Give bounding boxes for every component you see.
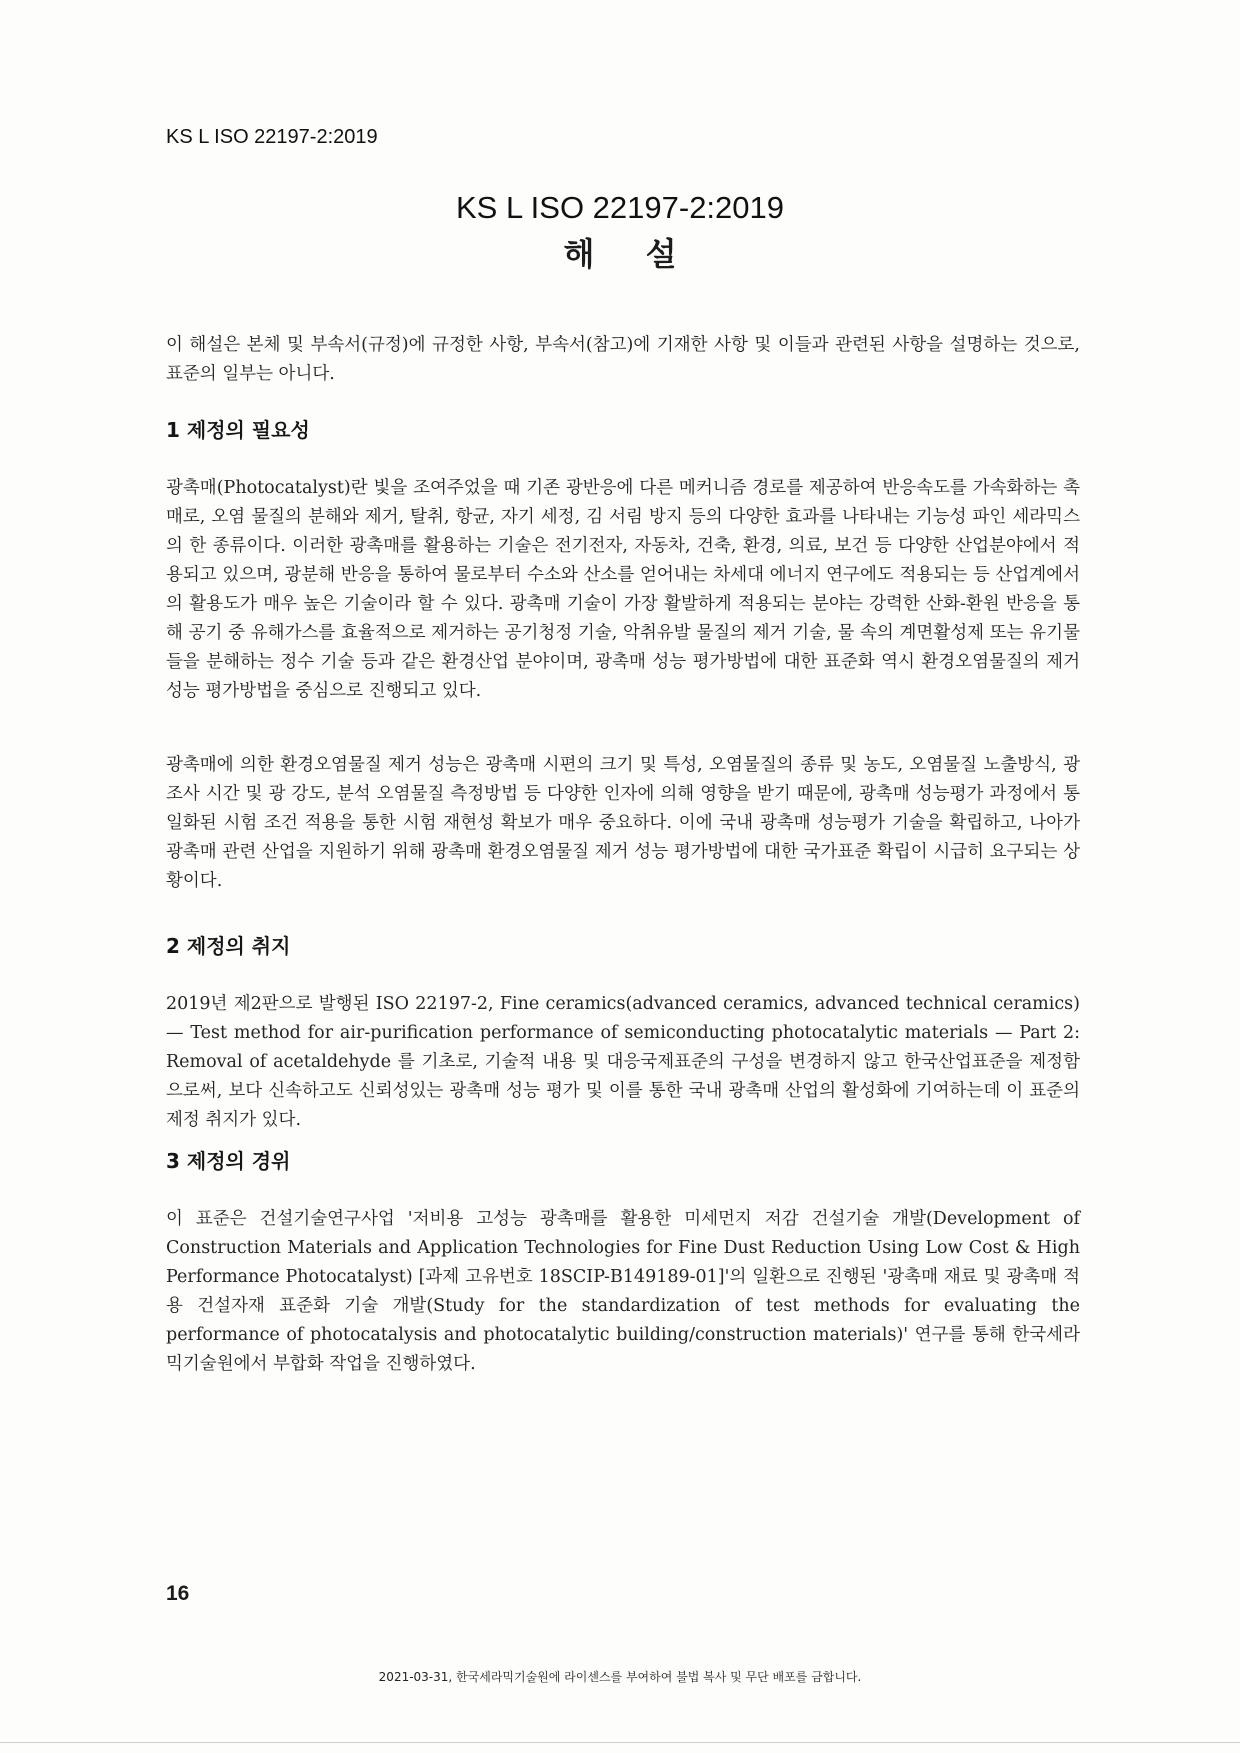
section-2-paragraph-1: 2019년 제2판으로 발행된 ISO 22197-2, Fine ceramics(advanced ceramics, advanced technical ceramics) — Test method for air-purification performance of semiconducting photocatalytic materials — Part 2: Removal of acetaldehyde 를 기초로, 기술적 내용 및 대응국제표준의 구성을 변경하지 않고 한국산업표준을 제정함으로써, 보다 신속하고도 신뢰성있는 광촉매 성능 평가 및 이를 통한 국내 광촉매 산업의 활성화에 기여하는데 이 표준의 제정 취지가 있다. <box>166 994 1080 1130</box>
section-2-heading: 2 제정의 취지 <box>166 934 291 958</box>
section-1-heading: 1 제정의 필요성 <box>166 418 310 442</box>
document-subtitle: 해 설 <box>563 235 697 273</box>
document-title: KS L ISO 22197-2:2019 <box>455 190 785 225</box>
section-1-paragraph-1: 광촉매(Photocatalyst)란 빛을 조여주었을 때 기존 광반응에 다른 메커니즘 경로를 제공하여 반응속도를 가속화하는 촉매로, 오염 물질의 분해와 제거, 탈취, 항균, 자기 세정, 김 서림 방지 등의 다양한 효과를 나타내는 기능성 파인 세라믹스의 한 종류이다. 이러한 광촉매를 활용하는 기술은 전기전자, 자동차, 건축, 환경, 의료, 보건 등 다양한 산업분야에서 적용되고 있으며, 광분해 반응을 통하여 물로부터 수소와 산소를 얻어내는 차세대 에너지 연구에도 적용되는 등 산업계에서의 활용도가 매우 높은 기술이라 할 수 있다. 광촉매 기술이 가장 활발하게 적용되는 분야는 강력한 산화-환원 반응을 통해 공기 중 유해가스를 효율적으로 제거하는 공기청정 기술, 악취유발 물질의 제거 기술, 물 속의 계면활성제 또는 유기물들을 분해하는 정수 기술 등과 같은 환경산업 분야이며, 광촉매 성능 평가방법에 대한 표준화 역시 환경오염물질의 제거 성능 평가방법을 중심으로 진행되고 있다. <box>166 478 1080 701</box>
license-notice: 2021-03-31, 한국세라믹기술원에 라이센스를 부여하여 불법 복사 및 무단 배포를 금합니다. <box>378 1670 862 1684</box>
title-block <box>0 188 1240 276</box>
intro-paragraph: 이 해설은 본체 및 부속서(규정)에 규정한 사항, 부속서(참고)에 기재한 사항 및 이들과 관련된 사항을 설명하는 것으로, 표준의 일부는 아니다. <box>166 335 1080 384</box>
section-3-heading: 3 제정의 경위 <box>166 1149 291 1173</box>
page-number: 16 <box>166 1582 190 1605</box>
bottom-divider <box>0 1742 1240 1743</box>
section-3-paragraph-1: 이 표준은 건설기술연구사업 '저비용 고성능 광촉매를 활용한 미세먼지 저감 건설기술 개발(Development of Construction Materials and Application Technologies for Fine Dust Reduction Using Low Cost & High Performance Photocatalyst) [과제 고유번호 18SCIP-B149189-01]'의 일환으로 진행된 '광촉매 재료 및 광촉매 적용 건설자재 표준화 기술 개발(Study for the standardization of test methods for evaluating the performance of photocatalysis and photocatalytic building/construction materials)' 연구를 통해 한국세라믹기술원에서 부합화 작업을 진행하였다. <box>166 1209 1080 1374</box>
running-header: KS L ISO 22197-2:2019 <box>166 126 378 148</box>
section-1-paragraph-2: 광촉매에 의한 환경오염물질 제거 성능은 광촉매 시편의 크기 및 특성, 오염물질의 종류 및 농도, 오염물질 노출방식, 광 조사 시간 및 광 강도, 분석 오염물질 측정방법 등 다양한 인자에 의해 영향을 받기 때문에, 광촉매 성능평가 과정에서 통일화된 시험 조건 적용을 통한 시험 재현성 확보가 매우 중요하다. 이에 국내 광촉매 성능평가 기술을 확립하고, 나아가 광촉매 관련 산업을 지원하기 위해 광촉매 환경오염물질 제거 성능 평가방법에 대한 국가표준 확립이 시급히 요구되는 상황이다. <box>166 755 1080 891</box>
